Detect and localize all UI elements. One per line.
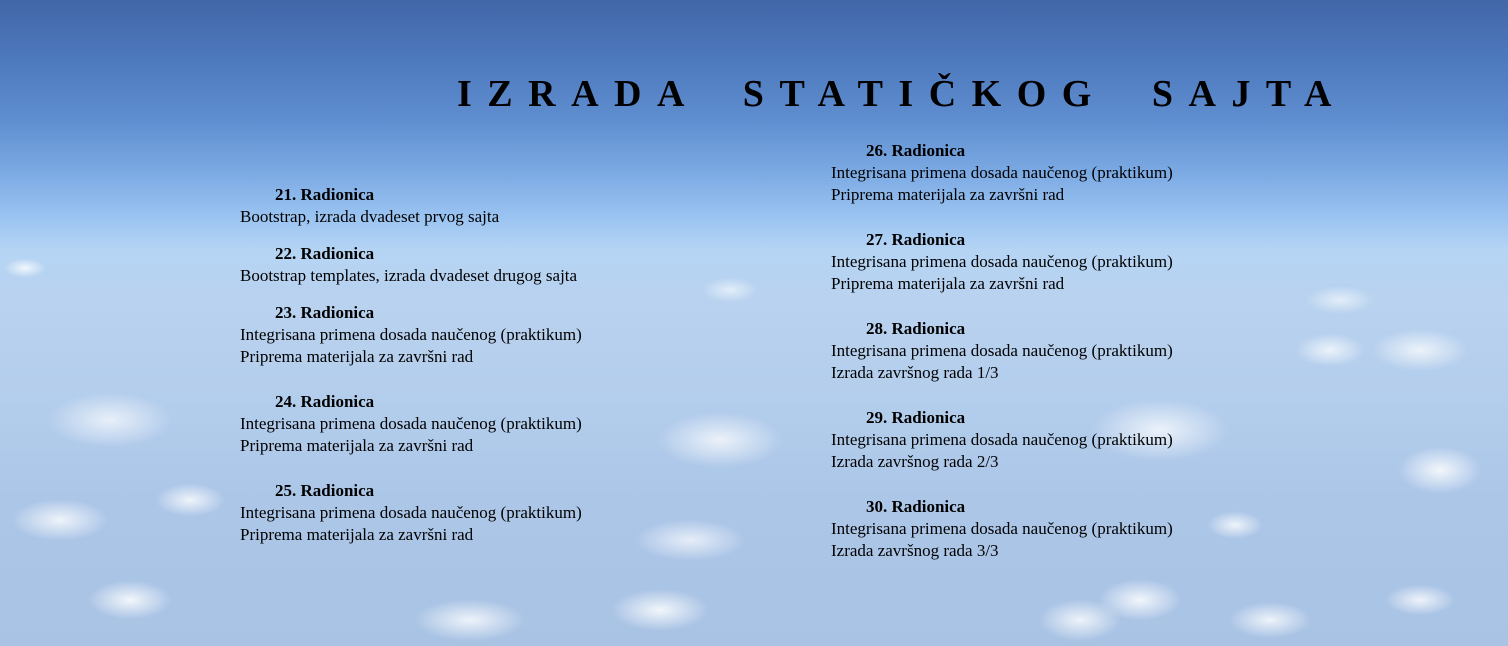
workshop-heading: 29. Radionica — [866, 408, 966, 427]
workshop-description: Priprema materijala za završni rad — [240, 525, 474, 544]
workshop-heading: 23. Radionica — [275, 303, 375, 322]
workshop-description: Priprema materijala za završni rad — [240, 347, 474, 366]
workshop-description: Integrisana primena dosada naučenog (praktikum) — [831, 519, 1173, 538]
workshop-heading: 30. Radionica — [866, 497, 966, 516]
workshop-description: Integrisana primena dosada naučenog (praktikum) — [831, 163, 1173, 182]
workshop-description: Integrisana primena dosada naučenog (praktikum) — [240, 325, 582, 344]
workshop-description: Izrada završnog rada 3/3 — [831, 541, 999, 560]
workshop-description: Integrisana primena dosada naučenog (praktikum) — [831, 341, 1173, 360]
workshop-30 — [831, 496, 1173, 562]
workshop-description: Izrada završnog rada 2/3 — [831, 452, 999, 471]
workshop-21 — [240, 184, 499, 228]
workshop-description: Priprema materijala za završni rad — [831, 274, 1065, 293]
workshop-27 — [831, 229, 1173, 295]
workshop-heading: 22. Radionica — [275, 244, 375, 263]
workshop-heading: 27. Radionica — [866, 230, 966, 249]
workshop-24 — [240, 391, 582, 457]
workshop-25 — [240, 480, 582, 546]
workshop-heading: 28. Radionica — [866, 319, 966, 338]
workshop-26 — [831, 140, 1173, 206]
workshop-description: Bootstrap, izrada dvadeset prvog sajta — [240, 207, 500, 226]
workshop-heading: 25. Radionica — [275, 481, 375, 500]
workshop-23 — [240, 302, 582, 368]
workshop-description: Priprema materijala za završni rad — [831, 185, 1065, 204]
workshop-description: Integrisana primena dosada naučenog (praktikum) — [240, 503, 582, 522]
workshop-description: Bootstrap templates, izrada dvadeset drugog sajta — [240, 266, 578, 285]
workshop-description: Integrisana primena dosada naučenog (praktikum) — [240, 414, 582, 433]
workshop-heading: 26. Radionica — [866, 141, 966, 160]
workshop-description: Integrisana primena dosada naučenog (praktikum) — [831, 430, 1173, 449]
workshop-29 — [831, 407, 1173, 473]
workshop-heading: 21. Radionica — [275, 185, 375, 204]
workshop-heading: 24. Radionica — [275, 392, 375, 411]
workshop-22 — [240, 243, 577, 287]
page-title: IZRADA STATIČKOG SAJTA — [457, 73, 1347, 115]
workshop-28 — [831, 318, 1173, 384]
workshop-description: Izrada završnog rada 1/3 — [831, 363, 999, 382]
workshop-description: Priprema materijala za završni rad — [240, 436, 474, 455]
workshop-description: Integrisana primena dosada naučenog (praktikum) — [831, 252, 1173, 271]
